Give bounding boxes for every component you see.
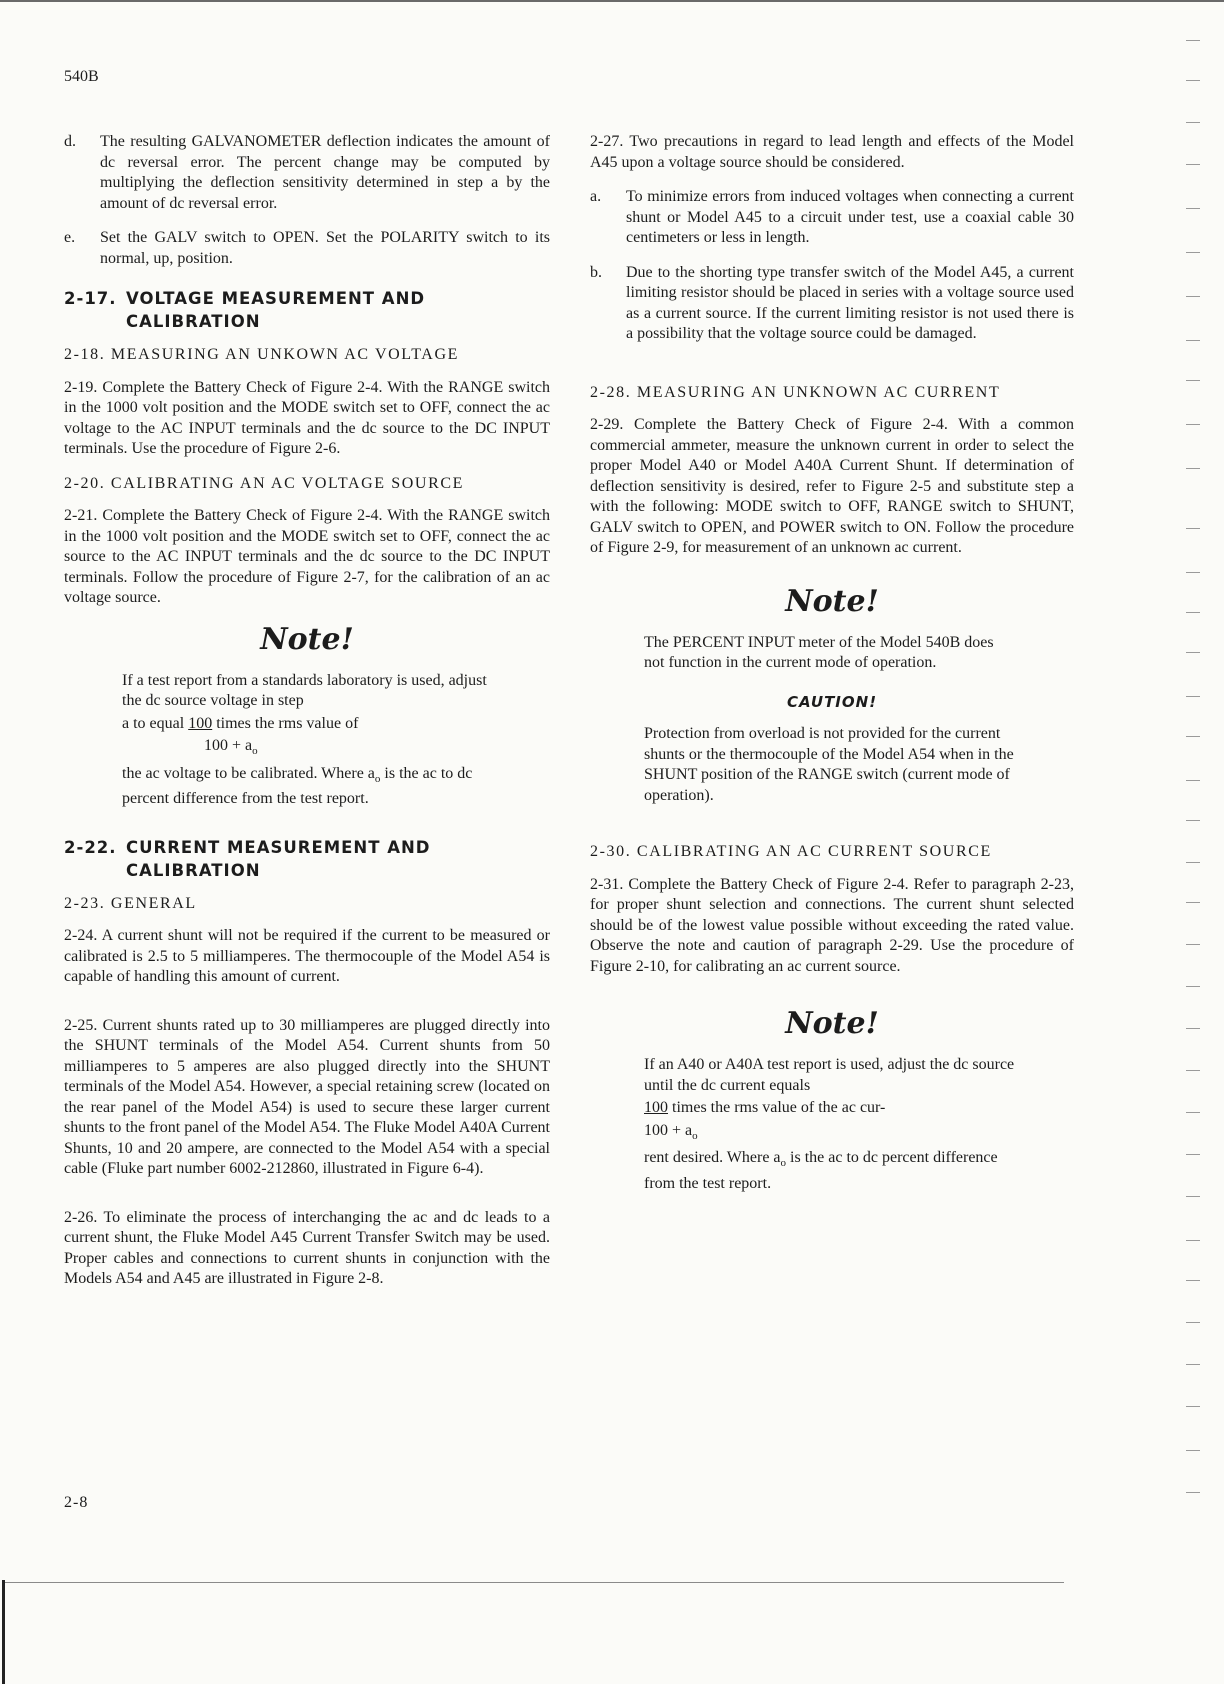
note-body <box>122 671 494 810</box>
subheading-2-28: 2-28. MEASURING AN UNKNOWN AC CURRENT <box>590 383 1001 401</box>
step-d <box>64 132 550 214</box>
step-text: Due to the shorting type transfer switch of the Model A45, a current limiting resistor should be placed in series with a voltage source used as a current source. If the current limiting resistor is not used there is a possibility that the voltage source could be damaged. <box>626 263 1074 342</box>
subscript: o <box>374 772 381 785</box>
note-title: Note! <box>260 621 354 657</box>
paragraph-2-31: 2-31. Complete the Battery Check of Figure 2-4. Refer to paragraph 2-23, for proper shunt selection and connections. The current shunt selected should be of the lowest value possible without exceeding the rated value. Observe the note and caution of paragraph 2-29. Use the procedure of Figure 2-10, for calibrating an ac current source. <box>590 875 1074 975</box>
subscript: o <box>692 1129 698 1142</box>
fraction-denominator-line <box>122 736 494 762</box>
step-label: b. <box>590 263 602 281</box>
caution-body <box>644 724 1016 806</box>
bottom-rule <box>4 1582 1064 1583</box>
fraction-denominator: 100 + a <box>644 1121 693 1139</box>
right-column <box>590 132 1074 1196</box>
section-heading-2-22 <box>64 836 550 882</box>
paragraph-2-26: 2-26. To eliminate the process of interchanging the ac and dc leads to a current shunt, the Fluke Model A45 Current Transfer Switch may be used. Proper cables and connections to current shunts in conjunction with the Models A54 and A45 are illustrated in Figure 2-8. <box>64 1208 550 1287</box>
fraction-denominator: 100 + a <box>204 737 253 754</box>
fraction-denominator-line <box>644 1121 1016 1147</box>
subscript: o <box>252 745 258 757</box>
note-text: is the ac to dc percent difference from the test report. <box>644 1149 998 1192</box>
note-title: Note! <box>785 583 879 619</box>
section-title: VOLTAGE MEASUREMENT AND CALIBRATION <box>126 289 426 331</box>
subheading-2-23: 2-23. GENERAL <box>64 894 197 912</box>
step-text: Set the GALV switch to OPEN. Set the POLARITY switch to its normal, up, position. <box>100 229 550 267</box>
note-text: If an A40 or A40A test report is used, adjust the dc source until the dc current equals <box>644 1056 1015 1094</box>
left-column <box>64 132 550 1304</box>
paragraph-2-19: 2-19. Complete the Battery Check of Figure 2-4. With the RANGE switch in the 1000 volt position and the MODE switch set to OFF, connect the ac voltage to the AC INPUT terminals and the dc source to the DC INPUT terminals. Use the procedure of Figure 2-6. <box>64 378 550 457</box>
paragraph-2-21: 2-21. Complete the Battery Check of Figure 2-4. With the RANGE switch in the 1000 volt position and the MODE switch set to OFF, connect the ac source to the AC INPUT terminals and the dc source to the DC INPUT terminals. Follow the procedure of Figure 2-7, for the calibration of an ac voltage source. <box>64 507 550 606</box>
note-text: If a test report from a standards laboratory is used, adjust the dc source voltage in step <box>122 671 487 709</box>
paragraph-2-29: 2-29. Complete the Battery Check of Figure 2-4. With a common commercial ammeter, measure the unknown current in order to select the proper Model A40 or Model A40A Current Shunt. If determination of deflection sensitivity is desired, refer to Figure 2-5 and substitute step a with the following: MODE switch to OFF, RANGE switch to SHUNT, GALV switch to OPEN, and POWER switch to ON. Follow the procedure of Figure 2-9, for measurement of an unknown ac current. <box>590 416 1074 556</box>
paragraph-2-24: 2-24. A current shunt will not be required if the current to be measured or calibrated is 2.5 to 5 milliamperes. The thermocouple of the Model A54 is capable of handling this amount of current. <box>64 927 550 985</box>
step-label: d. <box>64 133 76 150</box>
caution-title: CAUTION! <box>786 692 878 711</box>
subheading-2-20: 2-20. CALIBRATING AN AC VOLTAGE SOURCE <box>64 474 464 492</box>
page-model-id: 540B <box>64 68 99 85</box>
subheading-2-30: 2-30. CALIBRATING AN AC CURRENT SOURCE <box>590 843 992 860</box>
note-body <box>644 1055 1016 1194</box>
step-a <box>590 187 1074 249</box>
subheading-2-18: 2-18. MEASURING AN UNKOWN AC VOLTAGE <box>64 346 459 363</box>
fraction-numerator: 100 <box>188 714 213 732</box>
left-edge-bar <box>2 1580 5 1684</box>
binding-margin-marks <box>1186 40 1206 1540</box>
note-text: rent desired. Where a <box>644 1149 781 1166</box>
note-text: times the rms value of the ac cur- <box>668 1099 886 1116</box>
section-number: 2-17. <box>64 289 117 308</box>
note-text <box>644 1148 1016 1194</box>
note-text: is the ac to dc percent difference from the test report. <box>122 764 473 807</box>
step-label: e. <box>64 229 76 246</box>
fraction-numerator: 100 <box>644 1099 668 1116</box>
top-rule <box>0 0 1224 2</box>
section-heading-2-17 <box>64 287 550 333</box>
caution-text: Protection from overload is not provided for the current shunts or the thermocouple of the Model A54 when in the SHUNT position of the RANGE switch (current mode of operation). <box>644 725 1014 804</box>
note-text: times the rms value of <box>212 714 359 732</box>
note-text <box>122 764 494 810</box>
note-formula-line <box>122 714 494 735</box>
section-number: 2-22. <box>64 837 117 857</box>
subscript: o <box>780 1157 787 1169</box>
step-text: To minimize errors from induced voltages when connecting a current shunt or Model A45 to a circuit under test, use a coaxial cable 30 centimeters or less in length. <box>626 188 1074 246</box>
step-text: The resulting GALVANOMETER deflection indicates the amount of dc reversal error. The percent change may be computed by multiplying the deflection sensitivity determined in step a by the amount of dc reversal error. <box>100 133 550 212</box>
page-number: 2-8 <box>64 1494 89 1511</box>
note-text: The PERCENT INPUT meter of the Model 540B does not function in the current mode of operation. <box>644 633 994 671</box>
section-title: CURRENT MEASUREMENT AND CALIBRATION <box>126 837 431 880</box>
paragraph-2-27: 2-27. Two precautions in regard to lead length and effects of the Model A45 upon a voltage source should be considered. <box>590 133 1074 171</box>
step-label: a. <box>590 188 602 205</box>
paragraph-2-25: 2-25. Current shunts rated up to 30 milliamperes are plugged directly into the SHUNT terminals of the Model A54. Current shunts from 50 milliamperes to 5 amperes are also plugged directly into the SHUNT terminals of the Model A54. However, a special retaining screw (located on the rear panel of the Model A54) is used to secure these larger current shunts to the front panel of the Model A54. The Fluke Model A40A Current Shunts, 10 and 20 ampere, are connected to the Model A54 with a special cable (Fluke part number 6002-212860, illustrated in Figure 6-4). <box>64 1016 550 1177</box>
note-formula-line <box>644 1098 1016 1119</box>
note-text: a to equal <box>122 714 189 732</box>
note-text: the ac voltage to be calibrated. Where a <box>122 764 375 782</box>
note-body <box>644 633 1016 674</box>
note-title: Note! <box>785 1006 879 1041</box>
step-e <box>64 228 550 269</box>
step-b <box>590 263 1074 345</box>
